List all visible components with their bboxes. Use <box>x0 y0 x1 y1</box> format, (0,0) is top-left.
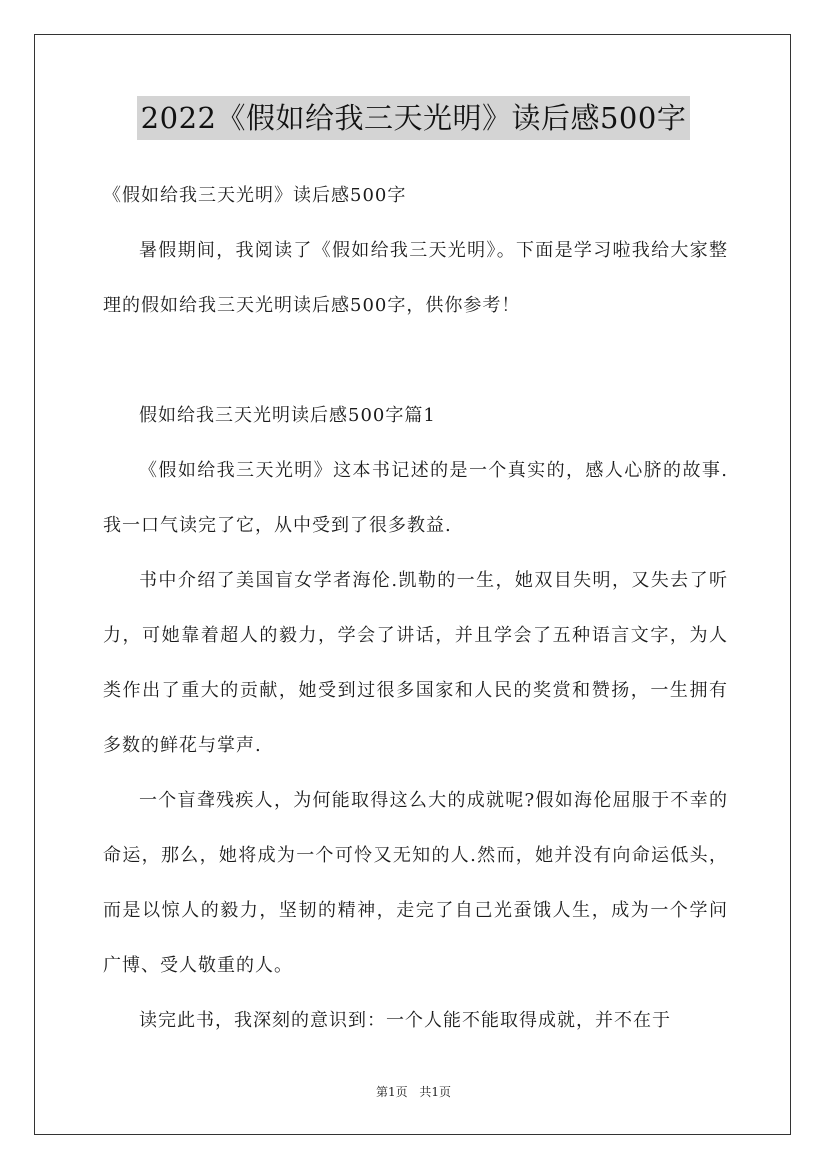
paragraph-subtitle: 《假如给我三天光明》读后感500字 <box>103 185 407 206</box>
paragraph-body-1: 《假如给我三天光明》这本书记述的是一个真实的，感人心脐的故事.我一口气读完了它，从中受到了很多教益. <box>103 460 728 536</box>
paragraph-intro: 暑假期间，我阅读了《假如给我三天光明》。下面是学习啦我给大家整理的假如给我三天光明读后感500字，供你参考！ <box>103 240 728 316</box>
title-container <box>0 96 827 140</box>
paragraph-section-heading: 假如给我三天光明读后感500字篇1 <box>139 405 436 426</box>
document-body <box>103 168 728 1048</box>
paragraph-body-3: 一个盲聋残疾人，为何能取得这么大的成就呢?假如海伦屈服于不幸的命运，那么，她将成为一个可怜又无知的人.然而，她并没有向命运低头，而是以惊人的毅力，坚韧的精神，走完了自己光蚕饿人生，成为一个学问广博、受人敬重的人。 <box>103 790 728 976</box>
paragraph-body-2: 书中介绍了美国盲女学者海伦.凯勒的一生，她双目失明，又失去了听力，可她靠着超人的毅力，学会了讲话，并且学会了五种语言文字，为人类作出了重大的贡献，她受到过很多国家和人民的奖赏和赞扬，一生拥有多数的鲜花与掌声. <box>103 570 728 756</box>
page-number-current: 第1页 <box>375 1085 408 1099</box>
document-title: 2022《假如给我三天光明》读后感500字 <box>137 96 691 140</box>
page-footer <box>0 1082 827 1102</box>
paragraph-body-4: 读完此书，我深刻的意识到：一个人能不能取得成就，并不在于 <box>139 1010 671 1031</box>
page-number-total: 共1页 <box>419 1085 452 1099</box>
blank-line <box>103 333 728 388</box>
